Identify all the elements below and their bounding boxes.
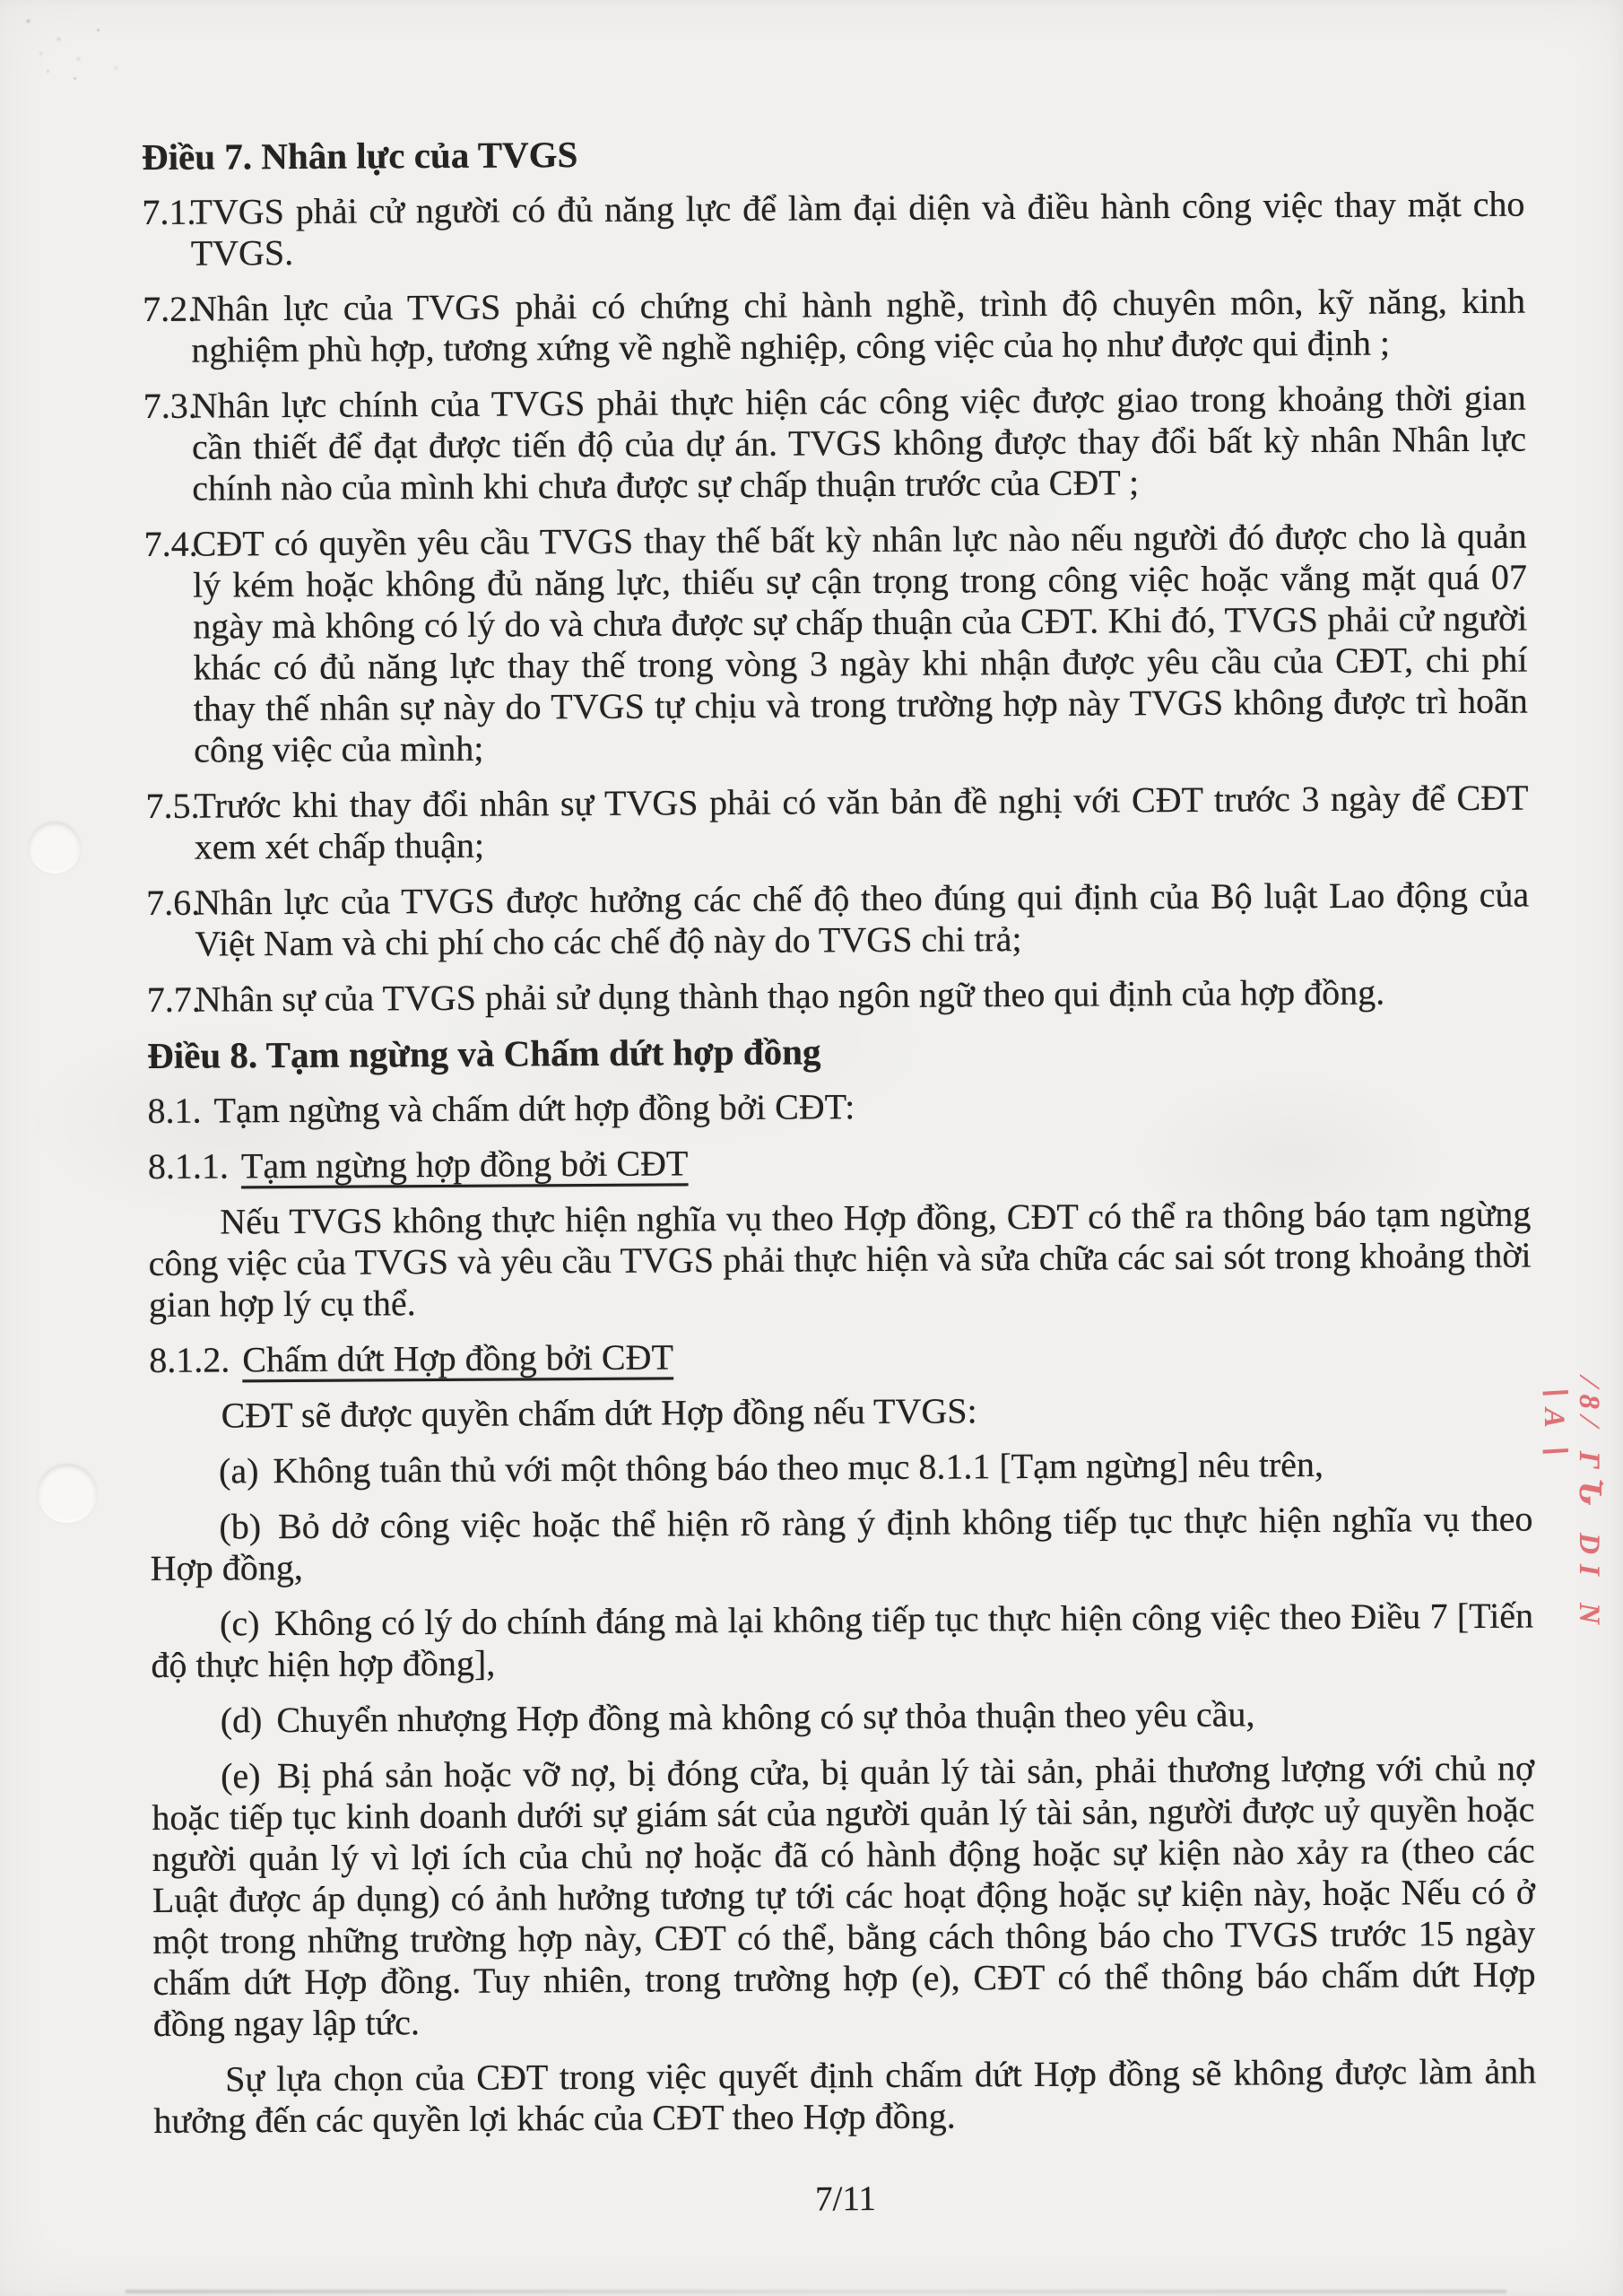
term-label: (b): [219, 1506, 262, 1547]
clause-title-underlined: Tạm ngừng hợp đồng bởi CĐT: [240, 1143, 689, 1187]
clause-number: 7.5.: [145, 785, 200, 826]
term-d: [152, 1692, 1534, 1742]
clause-title-underlined: Chấm dứt Hợp đồng bởi CĐT: [242, 1336, 674, 1380]
term-label: (d): [220, 1700, 263, 1741]
term-text: Không có lý do chính đáng mà lại không tiếp tục thực hiện công việc theo Điều 7 [Tiến độ thực hiện hợp đồng],: [151, 1595, 1534, 1685]
clause-7-1: [142, 184, 1525, 274]
closing-paragraph: Sự lựa chọn của CĐT trong việc quyết định chấm dứt Hợp đồng sẽ không được làm ảnh hưởng đến các quyền lợi khác của CĐT theo Hợp đồng.: [153, 2050, 1537, 2141]
clause-number: 8.1.: [147, 1090, 202, 1131]
clause-number: 7.7.: [146, 978, 201, 1020]
page-number: 7/11: [814, 2179, 877, 2219]
clause-text: Nhân sự của TVGS phải sử dụng thành thạo ngôn ngữ theo qui định của hợp đồng.: [195, 971, 1385, 1020]
paragraph-8-1-2-intro: CĐT sẽ được quyền chấm dứt Hợp đồng nếu TVGS:: [221, 1390, 977, 1436]
scan-edge-streak: [126, 2290, 1506, 2293]
clause-7-2: [143, 281, 1526, 371]
clause-text: Tạm ngừng và chấm dứt hợp đồng bởi CĐT:: [213, 1086, 855, 1131]
clause-text: Nhân lực của TVGS phải có chứng chỉ hành nghề, trình độ chuyên môn, kỹ năng, kinh nghiệm phù hợp, tương xứng về nghề nghiệp, công việc của họ như được qui định ;: [190, 280, 1526, 370]
clause-text: CĐT có quyền yêu cầu TVGS thay thế bất kỳ nhân lực nào nếu người đó được cho là quản lý kém hoặc không đủ năng lực, thiếu sự cận trọng trong công việc hoặc vắng mặt quá 07 ngày mà không có lý do và chưa được sự chấp thuận của CĐT. Khi đó, TVGS phải cử người khác có đủ năng lực thay thế trong vòng 3 ngày khi nhận được yêu cầu của CĐT, chi phí thay thế nhân sự này do TVGS tự chịu và trong trường hợp này TVGS không được trì hoãn công việc của mình;: [192, 515, 1528, 770]
term-e: [152, 1748, 1536, 2045]
term-b: [150, 1499, 1533, 1589]
clause-number: 7.4.: [143, 523, 198, 565]
clause-8-1: [147, 1083, 1530, 1132]
clause-8-1-2-heading: [149, 1332, 1532, 1381]
clause-number: 8.1.1.: [147, 1145, 230, 1187]
clause-7-6: [146, 874, 1530, 965]
clause-text: Nhân lực của TVGS được hưởng các chế độ theo đúng qui định của Bộ luật Lao động của Việt Nam và chi phí cho các chế độ này do TVGS chi trả;: [195, 874, 1530, 964]
handwritten-margin-note: ⁄8⁄ ΓՆ DI N ∖A∖: [1538, 1379, 1605, 1634]
clause-number: 7.1.: [142, 191, 196, 233]
clause-7-5: [145, 778, 1529, 868]
term-text: Bị phá sản hoặc vỡ nợ, bị đóng cửa, bị quản lý tài sản, phải thương lượng với chủ nợ hoặc tiếp tục kinh doanh dưới sự giám sát của người quản lý tài sản, người được uỷ quyền hoặc người quản lý vì lợi ích của chủ nợ hoặc đã có hành động hoặc sự kiện nào xảy ra (theo các Luật được áp dụng) có ảnh hưởng tương tự tới các hoạt động hoặc sự kiện này, hoặc Nếu có ở một trong những trường hợp này, CĐT có thể, bằng cách thông báo cho TVGS trước 15 ngày chấm dứt Hợp đồng. Tuy nhiên, trong trường hợp (e), CĐT có thể thông báo chấm dứt Hợp đồng ngay lập tức.: [152, 1747, 1536, 2044]
clause-text: Trước khi thay đổi nhân sự TVGS phải có văn bản đề nghị với CĐT trước 3 ngày để CĐT xem xét chấp thuận;: [194, 777, 1529, 867]
term-label: (c): [219, 1603, 260, 1644]
term-text: Không tuân thủ với một thông báo theo mục 8.1.1 [Tạm ngừng] nêu trên,: [273, 1443, 1324, 1492]
clause-number: 7.2.: [142, 288, 197, 330]
term-text: Chuyển nhượng Hợp đồng mà không có sự thỏa thuận theo yêu cầu,: [276, 1693, 1255, 1741]
term-c: [151, 1596, 1534, 1686]
clause-7-7: [147, 971, 1530, 1021]
clause-text: Nhân lực chính của TVGS phải thực hiện các công việc được giao trong khoảng thời gian cần thiết để đạt được tiến độ của dự án. TVGS không được thay đổi bất kỳ nhân Nhân lực chính nào của mình khi chưa được sự chấp thuận trước của CĐT ;: [191, 377, 1527, 509]
term-a: [150, 1443, 1532, 1492]
clause-8-1-1-heading: [148, 1138, 1531, 1187]
clause-7-4: [144, 516, 1529, 771]
paragraph-8-1-1-body: Nếu TVGS không thực hiện nghĩa vụ theo Hợp đồng, CĐT có thể ra thông báo tạm ngừng công việc của TVGS và yêu cầu TVGS phải thực hiện và sửa chữa các sai sót trong khoảng thời gian hợp lý cụ thể.: [148, 1193, 1532, 1325]
clause-number: 7.6.: [146, 882, 201, 923]
article-8-heading: Điều 8. Tạm ngừng và Chấm dứt hợp đồng: [147, 1031, 821, 1076]
clause-number: 7.3.: [143, 385, 197, 427]
term-label: (e): [220, 1755, 261, 1796]
clause-7-3: [143, 378, 1527, 509]
term-label: (a): [218, 1450, 259, 1492]
article-7-heading: Điều 7. Nhân lực của TVGS: [141, 134, 578, 178]
term-text: Bỏ dở công việc hoặc thể hiện rõ ràng ý định không tiếp tục thực hiện nghĩa vụ theo Hợp đồng,: [150, 1498, 1533, 1588]
clause-number: 8.1.2.: [149, 1339, 230, 1380]
clause-text: TVGS phải cử người có đủ năng lực để làm đại diện và điều hành công việc thay mặt cho TVGS.: [190, 183, 1525, 274]
